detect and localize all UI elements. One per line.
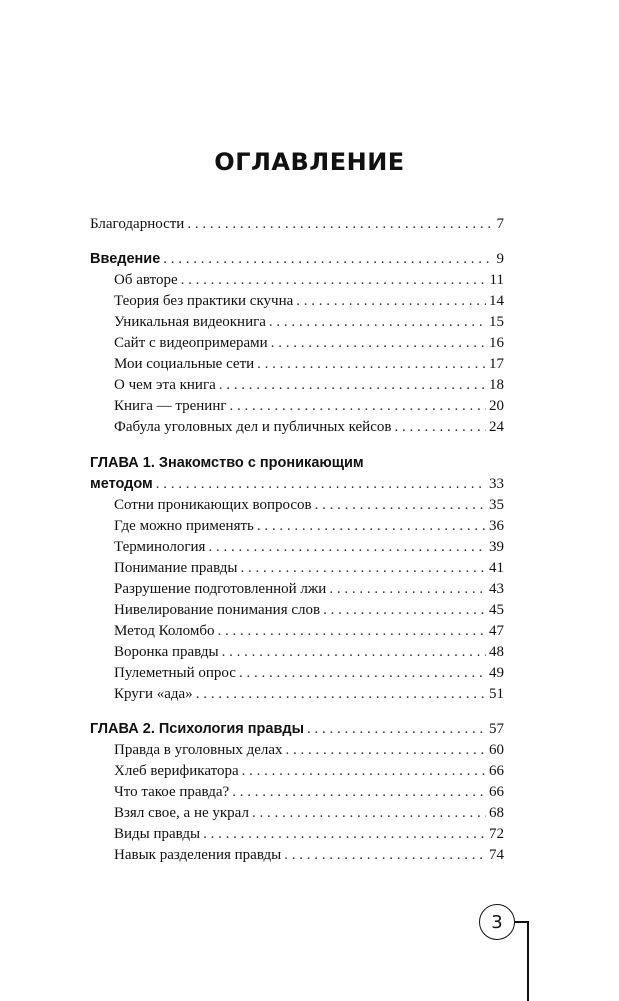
leader-dots [163,249,493,270]
toc-entry-label: Терминология [114,539,206,555]
toc-entry-label: Правда в уголовных делах [114,742,283,758]
toc-entry[interactable] [90,375,504,396]
toc-entry-page: 66 [489,763,504,779]
leader-dots [307,719,486,740]
toc-section-label: Введение [90,251,161,267]
toc-entry-label: Понимание правды [114,560,238,576]
leader-dots [296,291,486,312]
toc-entry[interactable] [90,684,504,705]
leader-dots [219,375,486,396]
toc-entry-label: Хлеб верификатора [114,763,239,779]
toc-chapter-page: 57 [489,721,504,737]
leader-dots [187,214,493,235]
toc-entry-label: О чем эта книга [114,377,216,393]
leader-dots [203,824,486,845]
leader-dots [257,354,486,375]
toc-entry-page: 48 [489,644,504,660]
toc-entry-label: Метод Коломбо [114,623,215,639]
toc-entry[interactable] [90,537,504,558]
toc-entry[interactable] [90,761,504,782]
toc-entry[interactable] [90,516,504,537]
page-number: 3 [491,911,503,933]
toc-entry[interactable] [90,270,504,291]
toc-chapter-2[interactable] [90,719,504,740]
toc-entry-page: 15 [489,314,504,330]
toc-entry-page: 45 [489,602,504,618]
toc-entry-label: Взял свое, а не украл [114,805,249,821]
leader-dots [222,642,486,663]
toc-entry[interactable] [90,600,504,621]
toc-entry-label: Где можно применять [114,518,254,534]
leader-dots [241,558,486,579]
toc-entry-page: 14 [489,293,504,309]
toc-entry-page: 24 [489,419,504,435]
toc-entry[interactable] [90,663,504,684]
toc-entry[interactable] [90,417,504,438]
toc-entry-label: Нивелирование понимания слов [114,602,321,618]
toc-entry-page: 16 [489,335,504,351]
toc-entry-label: Книга — тренинг [114,398,227,414]
toc-entry-page: 60 [489,742,504,758]
toc-entry-page: 18 [489,377,504,393]
leader-dots [394,417,486,438]
toc-entry[interactable] [90,579,504,600]
toc-entry-label: Пулеметный опрос [114,665,236,681]
toc-entry[interactable] [90,396,504,417]
toc-entry-label: Уникальная видеокнига [114,314,266,330]
toc-entry[interactable] [90,824,504,845]
toc-entry-page: 35 [489,497,504,513]
toc-entry[interactable] [90,354,504,375]
leader-dots [269,312,486,333]
toc-entry-label: Сайт с видеопримерами [114,335,268,351]
leader-dots [329,579,486,600]
toc-entry[interactable] [90,291,504,312]
toc-entry-label: Воронка правды [114,644,219,660]
leader-dots [252,803,486,824]
leader-dots [156,474,486,495]
page-title: ОГЛАВЛЕНИЕ [214,148,405,176]
toc-entry-label: Теория без практики скучна [114,293,294,309]
toc-entry[interactable] [90,740,504,761]
toc-chapter-label: ГЛАВА 2. Психология правды [90,721,304,737]
toc-entry[interactable] [90,333,504,354]
leader-dots [230,396,487,417]
toc-entry-page: 11 [489,272,504,288]
toc-entry-acknowledgments[interactable] [90,214,504,235]
toc-entry-page: 74 [489,847,504,863]
toc-entry[interactable] [90,803,504,824]
toc-entry-page: 43 [489,581,504,597]
toc-entry-page: 51 [489,686,504,702]
toc-entry[interactable] [90,782,504,803]
toc-entry-page: 39 [489,539,504,555]
toc-chapter-1[interactable] [90,474,504,495]
toc-entry-page: 68 [489,805,504,821]
leader-dots [242,761,486,782]
toc-entry[interactable] [90,621,504,642]
toc-entry-label: Навык разделения правды [114,847,282,863]
toc-section-page: 9 [496,251,504,267]
toc-chapter-page: 33 [489,476,504,492]
toc-entry-label: Об авторе [114,272,178,288]
toc-entry-page: 72 [489,826,504,842]
toc-entry-label: Мои социальные сети [114,356,255,372]
toc-chapter-1-title-line1[interactable]: ГЛАВА 1. Знакомство с проникающим [90,455,364,471]
toc-entry-label: Виды правды [114,826,201,842]
page-number-badge [479,904,515,940]
leader-dots [232,782,486,803]
leader-dots [284,845,486,866]
toc-entry-page: 7 [496,216,504,232]
leader-dots [315,495,486,516]
page-marker-line [527,921,529,1001]
toc-entry[interactable] [90,495,504,516]
leader-dots [257,516,486,537]
toc-entry-page: 36 [489,518,504,534]
toc-section-intro[interactable] [90,249,504,270]
toc-entry-page: 17 [489,356,504,372]
leader-dots [196,684,486,705]
toc-entry[interactable] [90,312,504,333]
leader-dots [286,740,486,761]
toc-entry-page: 66 [489,784,504,800]
toc-entry-label: Круги «ада» [114,686,193,702]
leader-dots [323,600,486,621]
toc-entry[interactable] [90,642,504,663]
toc-entry-label: Благодарности [90,216,185,232]
toc-entry-label: Фабула уголовных дел и публичных кейсов [114,419,392,435]
toc-chapter-label: методом [90,476,153,492]
toc-entry[interactable] [90,845,504,866]
toc-entry[interactable] [90,558,504,579]
leader-dots [218,621,487,642]
toc-entry-page: 47 [489,623,504,639]
leader-dots [271,333,486,354]
toc-entry-label: Что такое правда? [114,784,230,800]
toc-entry-page: 49 [489,665,504,681]
leader-dots [208,537,486,558]
leader-dots [239,663,486,684]
toc-entry-label: Разрушение подготовленной лжи [114,581,327,597]
toc-entry-page: 41 [489,560,504,576]
toc-entry-page: 20 [489,398,504,414]
toc-entry-label: Сотни проникающих вопросов [114,497,312,513]
table-of-contents [90,214,504,866]
leader-dots [181,270,487,291]
